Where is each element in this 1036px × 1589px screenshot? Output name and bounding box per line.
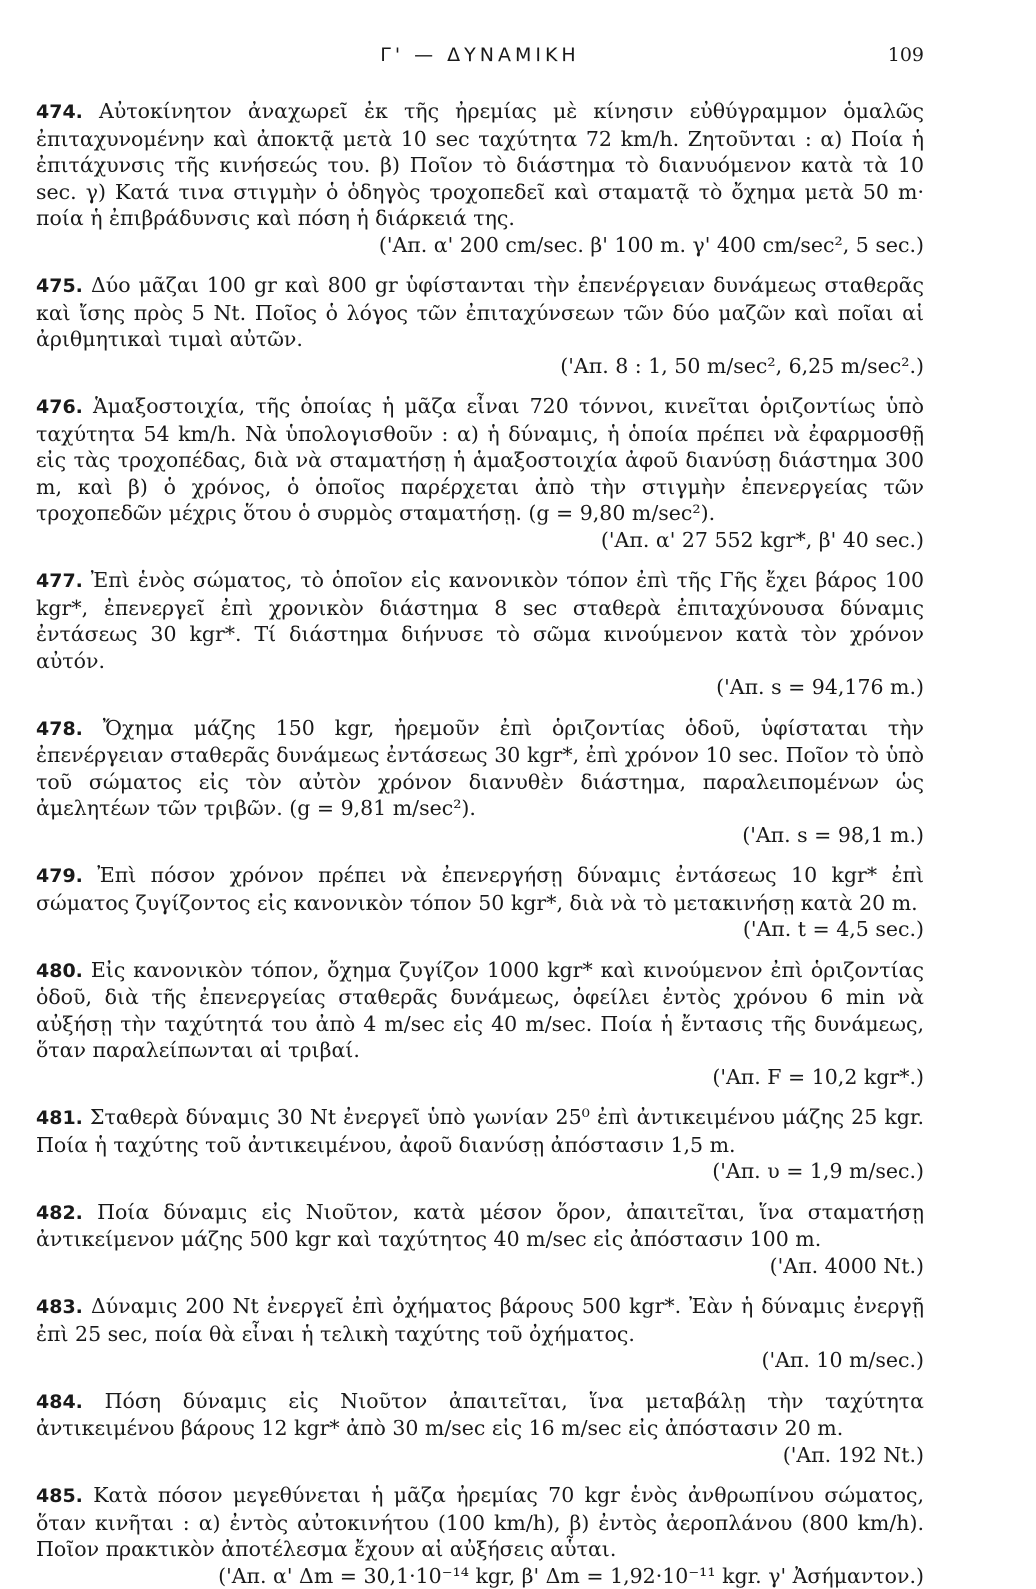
problem-484: [36, 1388, 924, 1469]
problem-text: Κατὰ πόσον μεγεθύνεται ἡ μᾶζα ἠρεμίας 70 kgr ἑνὸς ἀνθρωπίνου σώματος, ὅταν κινῆται : α) ἐντὸς αὐτοκινήτου (100 km/h), β) ἐντὸς ἀεροπλάνου (800 km/h). Ποῖον πρακτικὸν ἀποτέλεσμα ἔχουν αἱ αὐξήσεις αὗται.: [36, 1483, 924, 1561]
problem-answer: ('Απ. s = 94,176 m.): [36, 674, 924, 701]
problem-answer: ('Απ. 4000 Nt.): [36, 1253, 924, 1280]
problem-answer: ('Απ. 10 m/sec.): [36, 1347, 924, 1374]
problem-answer: ('Απ. 192 Nt.): [36, 1442, 924, 1469]
problem-text: Ἐπὶ πόσον χρόνον πρέπει νὰ ἐπενεργήσῃ δύναμις ἐντάσεως 10 kgr* ἐπὶ σώματος ζυγίζοντος εἰς κανονικὸν τόπον 50 kgr*, διὰ νὰ τὸ μετακινήσῃ κατὰ 20 m.: [36, 863, 924, 915]
problem-480: [36, 957, 924, 1091]
problem-answer: ('Απ. s = 98,1 m.): [36, 822, 924, 849]
problem-number: 476.: [36, 396, 83, 418]
problem-number: 484.: [36, 1391, 83, 1413]
problem-answer: ('Απ. α' 200 cm/sec. β' 100 m. γ' 400 cm/sec², 5 sec.): [36, 232, 924, 259]
problem-number: 485.: [36, 1485, 83, 1507]
page-header: [36, 44, 924, 84]
problem-479: [36, 862, 924, 943]
problem-answer: ('Απ. α' 27 552 kgr*, β' 40 sec.): [36, 527, 924, 554]
problem-number: 477.: [36, 570, 83, 592]
problem-number: 478.: [36, 718, 83, 740]
problem-text: Εἰς κανονικὸν τόπον, ὄχημα ζυγίζον 1000 kgr* καὶ κινούμενον ἐπὶ ὁριζοντίας ὁδοῦ, διὰ τῆς ἐπενεργείας σταθερᾶς δυνάμεως, ὀφείλει ἐντὸς χρόνου 6 min νὰ αὐξήσῃ τὴν ταχύτητά του ἀπὸ 4 m/sec εἰς 40 m/sec. Ποία ἡ ἔντασις τῆς δυνάμεως, ὅταν παραλείπωνται αἱ τριβαί.: [36, 958, 924, 1063]
problem-text: Ὄχημα μάζης 150 kgr, ἠρεμοῦν ἐπὶ ὁριζοντίας ὁδοῦ, ὑφίσταται τὴν ἐπενέργειαν σταθερᾶς δυνάμεως ἐντάσεως 30 kgr*, ἐπὶ χρόνον 10 sec. Ποῖον τὸ ὑπὸ τοῦ σώματος εἰς τὸν αὐτὸν χρόνον διανυθὲν διάστημα, παραλειπομένων ὡς ἀμελητέων τῶν τριβῶν. (g = 9,81 m/sec²).: [36, 716, 924, 821]
problem-481: [36, 1104, 924, 1185]
problem-number: 479.: [36, 865, 83, 887]
problem-number: 475.: [36, 275, 83, 297]
problem-answer: ('Απ. 8 : 1, 50 m/sec², 6,25 m/sec².): [36, 353, 924, 380]
problem-answer: ('Απ. υ = 1,9 m/sec.): [36, 1158, 924, 1185]
problem-477: [36, 567, 924, 701]
problem-number: 483.: [36, 1296, 83, 1318]
problem-text: Ποία δύναμις εἰς Νιοῦτον, κατὰ μέσον ὅρον, ἀπαιτεῖται, ἵνα σταματήσῃ ἀντικείμενον μάζης 500 kgr καὶ ταχύτητος 40 m/sec εἰς ἀπόστασιν 100 m.: [36, 1200, 924, 1252]
problem-text: Αὐτοκίνητον ἀναχωρεῖ ἐκ τῆς ἠρεμίας μὲ κίνησιν εὐθύγραμμον ὁμαλῶς ἐπιταχυνομένην καὶ ἀποκτᾷ μετὰ 10 sec ταχύτητα 72 km/h. Ζητοῦνται : α) Ποία ἡ ἐπιτάχυνσις τῆς κινήσεώς του. β) Ποῖον τὸ διάστημα τὸ διανυόμενον κατὰ τὰ 10 sec. γ) Κατά τινα στιγμὴν ὁ ὁδηγὸς τροχοπεδεῖ καὶ σταματᾷ τὸ ὄχημα μετὰ 50 m· ποία ἡ ἐπιβράδυνσις καὶ πόση ἡ διάρκειά της.: [36, 99, 924, 230]
chapter-title: Γ' — ΔΥΝΑΜΙΚΗ: [36, 44, 924, 66]
problem-478: [36, 715, 924, 849]
problem-485: [36, 1482, 924, 1589]
problem-number: 481.: [36, 1107, 83, 1129]
problem-number: 482.: [36, 1202, 83, 1224]
problem-answer: ('Απ. α' Δm = 30,1·10⁻¹⁴ kgr, β' Δm = 1,92·10⁻¹¹ kgr. γ' Ἀσήμαντον.): [36, 1563, 924, 1589]
problem-text: Δύο μᾶζαι 100 gr καὶ 800 gr ὑφίστανται τὴν ἐπενέργειαν δυνάμεως σταθερᾶς καὶ ἴσης πρὸς 5 Nt. Ποῖος ὁ λόγος τῶν ἐπιταχύνσεων τῶν δύο μαζῶν καὶ ποῖαι αἱ ἀριθμητικαὶ τιμαὶ αὐτῶν.: [36, 273, 924, 351]
page-number: 109: [888, 44, 924, 66]
problem-text: Ἐπὶ ἑνὸς σώματος, τὸ ὁποῖον εἰς κανονικὸν τόπον ἐπὶ τῆς Γῆς ἔχει βάρος 100 kgr*, ἐπενεργεῖ ἐπὶ χρονικὸν διάστημα 8 sec σταθερὰ ἐπιταχύνουσα δύναμις ἐντάσεως 30 kgr*. Τί διάστημα διήνυσε τὸ σῶμα κινούμενον κατὰ τὸν χρόνον αὐτόν.: [36, 568, 924, 673]
problem-474: [36, 98, 924, 258]
problem-483: [36, 1293, 924, 1374]
problem-text: Δύναμις 200 Nt ἐνεργεῖ ἐπὶ ὀχήματος βάρους 500 kgr*. Ἐὰν ἡ δύναμις ἐνεργῇ ἐπὶ 25 sec, ποία θὰ εἶναι ἡ τελικὴ ταχύτης τοῦ ὀχήματος.: [36, 1294, 924, 1346]
problem-475: [36, 272, 924, 379]
problem-answer: ('Απ. F = 10,2 kgr*.): [36, 1064, 924, 1091]
problem-476: [36, 393, 924, 553]
problem-number: 474.: [36, 101, 83, 123]
problem-482: [36, 1199, 924, 1280]
problem-text: Σταθερὰ δύναμις 30 Nt ἐνεργεῖ ὑπὸ γωνίαν 25⁰ ἐπὶ ἀντικειμένου μάζης 25 kgr. Ποία ἡ ταχύτης τοῦ ἀντικειμένου, ἀφοῦ διανύσῃ ἀπόστασιν 1,5 m.: [36, 1105, 924, 1157]
problem-answer: ('Απ. t = 4,5 sec.): [36, 916, 924, 943]
problem-number: 480.: [36, 960, 83, 982]
problem-text: Ἁμαξοστοιχία, τῆς ὁποίας ἡ μᾶζα εἶναι 720 τόννοι, κινεῖται ὁριζοντίως ὑπὸ ταχύτητα 54 km/h. Νὰ ὑπολογισθοῦν : α) ἡ δύναμις, ἡ ὁποία πρέπει νὰ ἐφαρμοσθῇ εἰς τὰς τροχοπέδας, διὰ νὰ σταματήσῃ ἡ ἁμαξοστοιχία ἀφοῦ διανύσῃ διάστημα 300 m, καὶ β) ὁ χρόνος, ὁ ὁποῖος παρέρχεται ἀπὸ τὴν στιγμὴν ἐπενεργείας τῶν τροχοπεδῶν μέχρις ὅτου ὁ συρμὸς σταματήσῃ. (g = 9,80 m/sec²).: [36, 394, 924, 525]
problem-text: Πόση δύναμις εἰς Νιοῦτον ἀπαιτεῖται, ἵνα μεταβάλῃ τὴν ταχύτητα ἀντικειμένου βάρους 12 kgr* ἀπὸ 30 m/sec εἰς 16 m/sec εἰς ἀπόστασιν 20 m.: [36, 1389, 924, 1441]
